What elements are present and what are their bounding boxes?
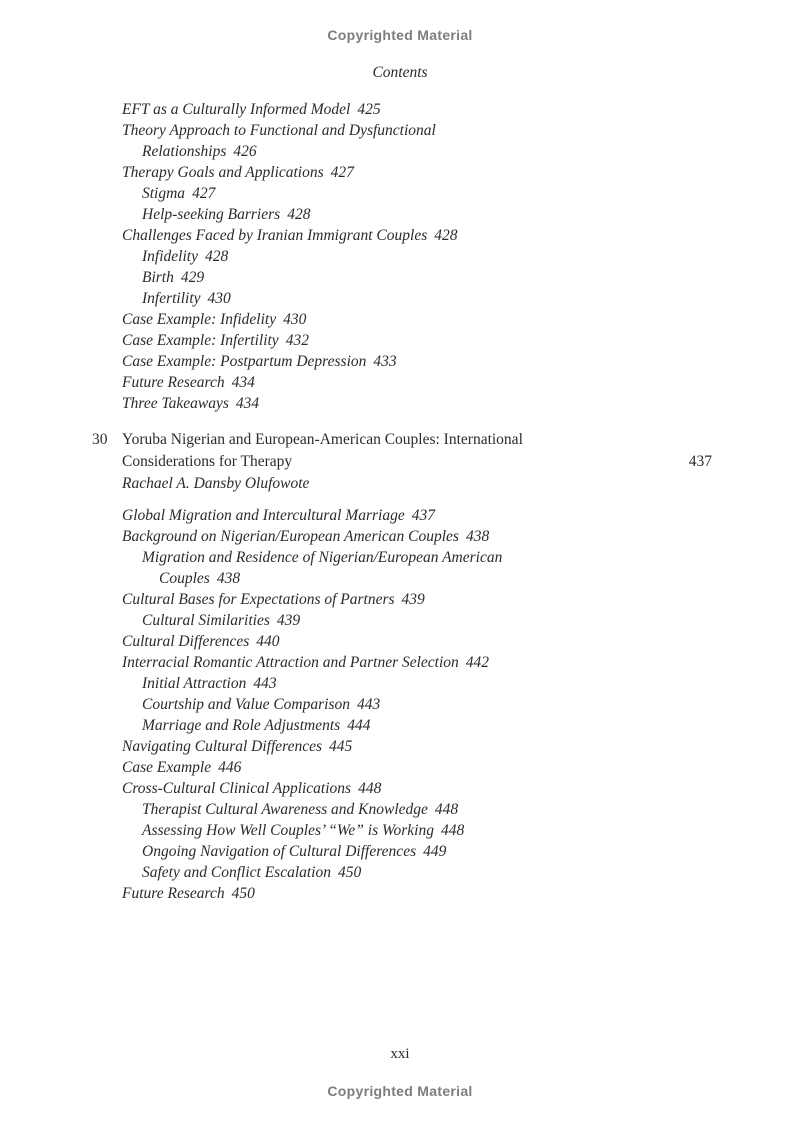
toc-entry-title: Cultural Differences bbox=[122, 633, 250, 650]
toc-entry-page: 444 bbox=[347, 717, 371, 734]
toc-entry-title: Assessing How Well Couples’ “We” is Working bbox=[142, 822, 434, 839]
toc-entry bbox=[122, 715, 712, 736]
toc-entry-title: Stigma bbox=[142, 185, 186, 202]
toc-entry bbox=[122, 589, 712, 610]
toc-entry-page: 443 bbox=[253, 675, 277, 692]
toc-entry-page: 445 bbox=[329, 738, 353, 755]
table-of-contents bbox=[92, 99, 712, 904]
toc-entry bbox=[122, 673, 712, 694]
toc-entry-page: 433 bbox=[373, 353, 397, 370]
toc-entry-title: Navigating Cultural Differences bbox=[122, 738, 323, 755]
toc-entry-page: 430 bbox=[283, 311, 307, 328]
toc-entry-title: Therapist Cultural Awareness and Knowledge bbox=[142, 801, 428, 818]
toc-entry bbox=[122, 694, 712, 715]
toc-entry-title: Infidelity bbox=[142, 248, 198, 265]
toc-entry bbox=[122, 505, 712, 526]
toc-entry bbox=[122, 162, 712, 183]
toc-entry-title: Case Example: Infertility bbox=[122, 332, 279, 349]
toc-entry-title: Marriage and Role Adjustments bbox=[142, 717, 341, 734]
toc-entry-page: 450 bbox=[231, 885, 255, 902]
toc-entry-page: 450 bbox=[338, 864, 362, 881]
toc-entry-title: Case Example bbox=[122, 759, 212, 776]
toc-entry bbox=[122, 141, 712, 162]
toc-entry-page: 429 bbox=[180, 269, 205, 286]
toc-entry-title: Couples bbox=[159, 570, 210, 587]
toc-entry bbox=[122, 652, 712, 673]
toc-entry-title: Global Migration and Intercultural Marriage bbox=[122, 507, 405, 524]
toc-entry bbox=[122, 204, 712, 225]
toc-entry-page: 427 bbox=[192, 185, 216, 202]
toc-entry-title: Relationships bbox=[142, 143, 227, 160]
toc-entry-title: Therapy Goals and Applications bbox=[122, 164, 324, 181]
toc-entry bbox=[122, 120, 712, 141]
toc-entry bbox=[122, 267, 712, 288]
toc-entry-page: 448 bbox=[434, 801, 459, 818]
chapter-page-number: 437 bbox=[688, 453, 712, 470]
toc-entry-page: 446 bbox=[218, 759, 242, 776]
toc-entry-title: Birth bbox=[142, 269, 174, 286]
toc-entry-page: 428 bbox=[287, 206, 311, 223]
toc-entry-title: Cross-Cultural Clinical Applications bbox=[122, 780, 352, 797]
toc-entry bbox=[122, 631, 712, 652]
toc-entry bbox=[122, 183, 712, 204]
toc-entry bbox=[122, 309, 712, 330]
toc-entry bbox=[122, 225, 712, 246]
toc-entry bbox=[122, 547, 712, 568]
toc-entry bbox=[122, 778, 712, 799]
toc-entry-page: 438 bbox=[216, 570, 241, 587]
toc-entry-title: Ongoing Navigation of Cultural Differences bbox=[142, 843, 417, 860]
toc-entry-page: 437 bbox=[411, 507, 435, 524]
toc-entry-page: 440 bbox=[256, 633, 280, 650]
toc-entry-title: Cultural Bases for Expectations of Partners bbox=[122, 591, 395, 608]
toc-entry-page: 439 bbox=[276, 612, 301, 629]
chapter-heading bbox=[92, 429, 712, 495]
toc-entry-title: Background on Nigerian/European American Couples bbox=[122, 528, 459, 545]
copyright-banner-bottom: Copyrighted Material bbox=[327, 1083, 473, 1099]
toc-entry-page: 448 bbox=[358, 780, 382, 797]
toc-entry-title: Theory Approach to Functional and Dysfunctional bbox=[122, 122, 436, 139]
toc-entry bbox=[122, 883, 712, 904]
toc-entry-page: 449 bbox=[423, 843, 447, 860]
toc-entry-title: Case Example: Postpartum Depression bbox=[122, 353, 367, 370]
toc-entry bbox=[122, 246, 712, 267]
toc-entry-page: 428 bbox=[204, 248, 229, 265]
toc-entry-title: Cultural Similarities bbox=[142, 612, 270, 629]
contents-running-head: Contents bbox=[372, 64, 428, 81]
toc-entry-title: Safety and Conflict Escalation bbox=[142, 864, 331, 881]
toc-entry-title: Future Research bbox=[122, 885, 225, 902]
toc-entry bbox=[122, 526, 712, 547]
toc-entry-page: 432 bbox=[285, 332, 309, 349]
toc-entry-title: Migration and Residence of Nigerian/European American bbox=[142, 549, 503, 566]
toc-entry-page: 430 bbox=[207, 290, 231, 307]
toc-entry bbox=[122, 820, 712, 841]
toc-entry-title: Interracial Romantic Attraction and Partner Selection bbox=[122, 654, 459, 671]
toc-entry-page: 442 bbox=[465, 654, 490, 671]
toc-entry-page: 448 bbox=[440, 822, 465, 839]
toc-entry-page: 439 bbox=[401, 591, 425, 608]
toc-entry-page: 425 bbox=[357, 101, 381, 118]
chapter-title-line1: Yoruba Nigerian and European-American Couples: International bbox=[122, 431, 523, 448]
toc-entry-title: Challenges Faced by Iranian Immigrant Couples bbox=[122, 227, 428, 244]
chapter-author: Rachael A. Dansby Olufowote bbox=[122, 475, 310, 492]
toc-entry-title: Three Takeaways bbox=[122, 395, 229, 412]
copyright-banner-top: Copyrighted Material bbox=[327, 27, 473, 43]
chapter-number: 30 bbox=[92, 431, 108, 448]
toc-entry-title: Courtship and Value Comparison bbox=[142, 696, 350, 713]
chapter-30-heading-block bbox=[92, 429, 712, 495]
page-number-folio: xxi bbox=[390, 1046, 410, 1062]
toc-entry-page: 426 bbox=[233, 143, 257, 160]
chapter-title-line2-row bbox=[122, 451, 712, 473]
toc-entry-page: 434 bbox=[231, 374, 255, 391]
chapter-title-line2: Considerations for Therapy bbox=[122, 453, 293, 470]
toc-entry-page: 438 bbox=[465, 528, 490, 545]
toc-entry bbox=[122, 288, 712, 309]
toc-entry bbox=[122, 393, 712, 414]
toc-entry-title: EFT as a Culturally Informed Model bbox=[122, 101, 351, 118]
toc-entry-title: Case Example: Infidelity bbox=[122, 311, 277, 328]
toc-entry-title: Infertility bbox=[142, 290, 201, 307]
toc-entry bbox=[122, 330, 712, 351]
toc-entry-page: 428 bbox=[434, 227, 458, 244]
toc-entry bbox=[122, 99, 712, 120]
toc-entry bbox=[122, 799, 712, 820]
toc-entry-title: Initial Attraction bbox=[142, 675, 247, 692]
toc-entry-page: 427 bbox=[330, 164, 354, 181]
toc-entry-page: 434 bbox=[235, 395, 260, 412]
toc-entry-title: Help-seeking Barriers bbox=[142, 206, 281, 223]
toc-entry bbox=[122, 841, 712, 862]
toc-entry bbox=[122, 372, 712, 393]
toc-entry-title: Future Research bbox=[122, 374, 225, 391]
toc-entry bbox=[122, 568, 712, 589]
toc-entry-page: 443 bbox=[356, 696, 381, 713]
toc-entry bbox=[122, 736, 712, 757]
toc-entry bbox=[122, 610, 712, 631]
toc-entry bbox=[122, 757, 712, 778]
toc-section-pre-chapter bbox=[122, 99, 712, 414]
toc-entry bbox=[122, 351, 712, 372]
toc-entry bbox=[122, 862, 712, 883]
toc-section-chapter-30 bbox=[122, 505, 712, 904]
